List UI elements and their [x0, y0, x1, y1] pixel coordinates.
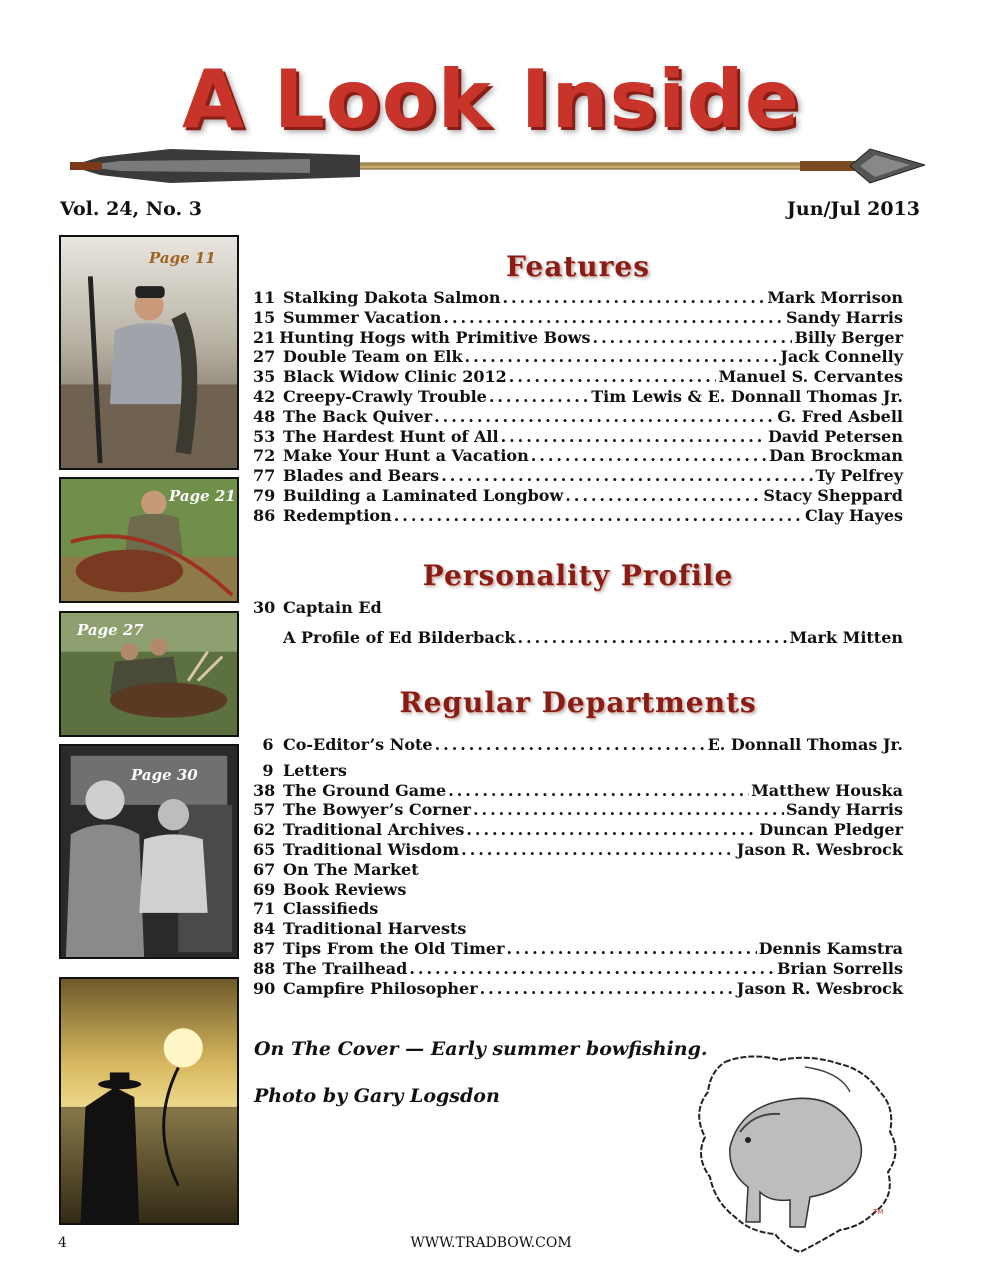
toc-row[interactable] — [253, 899, 903, 919]
page-number-footer: 4 — [58, 1235, 67, 1251]
page-number: 6 — [262, 735, 274, 754]
article-author: Duncan Pledger — [759, 820, 903, 840]
page-number: 62 — [253, 820, 276, 840]
photo-hog — [59, 477, 239, 603]
page-number: 57 — [253, 800, 276, 820]
page-number: 88 — [253, 958, 276, 978]
article-title: Traditional Harvests — [283, 919, 467, 939]
features-list — [253, 288, 903, 526]
article-title: Make Your Hunt a Vacation — [283, 446, 529, 466]
toc-row[interactable] — [253, 407, 903, 427]
page-number: 9 — [262, 760, 274, 780]
photo-label: Page 30 — [131, 766, 198, 784]
toc-row[interactable] — [253, 486, 903, 506]
page-number: 27 — [253, 347, 276, 367]
departments-list — [253, 735, 903, 998]
photo-label: Page 21 — [169, 487, 236, 505]
article-author: Mark Mitten — [789, 627, 903, 647]
page-number: 67 — [253, 859, 276, 879]
toc-row[interactable] — [253, 387, 903, 407]
profile-heading: Personality Profile — [422, 559, 734, 592]
toc-row[interactable] — [253, 735, 903, 755]
article-title: Creepy-Crawly Trouble — [283, 386, 487, 406]
page-title: A Look Inside — [182, 53, 800, 146]
toc-row[interactable] — [253, 979, 903, 999]
toc-row[interactable] — [253, 308, 903, 328]
article-title: Tips From the Old Timer — [283, 938, 505, 958]
toc-row[interactable] — [253, 761, 903, 781]
toc-row[interactable] — [253, 840, 903, 860]
article-title: Double Team on Elk — [283, 347, 463, 367]
toc-row[interactable] — [253, 800, 903, 820]
article-title: The Back Quiver — [283, 406, 433, 426]
toc-row[interactable] — [253, 446, 903, 466]
article-author: Mark Morrison — [767, 288, 903, 307]
toc-row[interactable] — [253, 328, 903, 348]
article-title: Building a Laminated Longbow — [283, 485, 564, 505]
toc-row[interactable] — [253, 860, 903, 880]
page-number: 90 — [253, 978, 276, 998]
article-author: Tim Lewis & E. Donnall Thomas Jr. — [591, 386, 903, 406]
article-author: Ty Pelfrey — [815, 466, 903, 486]
page-number: 48 — [253, 406, 276, 426]
photo-label: Page 11 — [149, 249, 216, 267]
page-number: 86 — [253, 505, 276, 525]
page-number: 71 — [253, 899, 276, 919]
cover-caption: On The Cover — Early summer bowfishing. — [254, 1038, 708, 1060]
toc-row[interactable] — [253, 288, 903, 308]
profile-entry[interactable] — [253, 598, 903, 648]
page-number: 21 — [253, 327, 276, 347]
article-title: Summer Vacation — [283, 307, 442, 327]
toc-row[interactable] — [253, 347, 903, 367]
article-author: Dennis Kamstra — [758, 938, 903, 958]
page-number: 38 — [253, 780, 276, 800]
features-heading: Features — [506, 250, 650, 283]
article-title: Stalking Dakota Salmon — [283, 288, 501, 307]
page-number: 53 — [253, 426, 276, 446]
article-author: Billy Berger — [794, 327, 903, 347]
toc-row[interactable] — [253, 466, 903, 486]
page-number: 11 — [253, 288, 276, 307]
page-number: 87 — [253, 938, 276, 958]
article-author: Brian Sorrells — [776, 958, 903, 978]
photo-elk — [59, 611, 239, 737]
photo-salmon — [59, 235, 239, 470]
toc-row[interactable] — [253, 939, 903, 959]
photo-cover-bowfishing — [59, 977, 239, 1225]
volume-number: Vol. 24, No. 3 — [60, 198, 202, 220]
article-title: The Ground Game — [283, 780, 447, 800]
article-title: Redemption — [283, 505, 392, 525]
article-author: Clay Hayes — [804, 505, 903, 525]
page-number: 72 — [253, 446, 276, 466]
article-author: David Petersen — [768, 426, 903, 446]
article-title: Campfire Philosopher — [283, 978, 478, 998]
article-author: Dan Brockman — [769, 446, 903, 466]
article-author: G. Fred Asbell — [777, 406, 903, 426]
photo-label: Page 27 — [77, 621, 144, 639]
issue-date: Jun/Jul 2013 — [786, 198, 920, 220]
article-author: E. Donnall Thomas Jr. — [707, 735, 903, 754]
page-number: 15 — [253, 307, 276, 327]
page-number: 79 — [253, 485, 276, 505]
trademark-mark: TM — [873, 1208, 884, 1216]
article-title: The Hardest Hunt of All — [283, 426, 499, 446]
page-number: 69 — [253, 879, 276, 899]
page-number: 84 — [253, 919, 276, 939]
article-title: Book Reviews — [283, 879, 407, 899]
toc-row[interactable] — [253, 919, 903, 939]
article-title: Co-Editor’s Note — [283, 735, 433, 754]
article-title: Blades and Bears — [283, 466, 440, 486]
article-title: Classifieds — [283, 899, 379, 919]
article-author: Manuel S. Cervantes — [718, 367, 903, 387]
article-title: Traditional Wisdom — [283, 839, 460, 859]
page-number: 65 — [253, 839, 276, 859]
article-author: Sandy Harris — [785, 307, 903, 327]
toc-row[interactable] — [253, 781, 903, 801]
page-number: 30 — [253, 598, 276, 617]
photo-captain-ed — [59, 744, 239, 959]
website-url[interactable]: WWW.TRADBOW.COM — [410, 1235, 572, 1251]
sun-icon — [164, 1028, 203, 1067]
article-author: Jack Connelly — [780, 347, 903, 367]
article-title: Traditional Archives — [283, 820, 465, 840]
toc-row[interactable] — [253, 506, 903, 526]
article-title: Letters — [283, 760, 347, 780]
article-title: Black Widow Clinic 2012 — [283, 367, 507, 387]
article-author: Stacy Sheppard — [763, 485, 903, 505]
article-subtitle: A Profile of Ed Bilderback — [283, 627, 516, 647]
article-author: Jason R. Wesbrock — [736, 978, 903, 998]
toc-row[interactable] — [253, 820, 903, 840]
buffalo-arrowhead-logo — [690, 1052, 905, 1257]
article-title: The Bowyer’s Corner — [283, 800, 471, 820]
article-author: Jason R. Wesbrock — [736, 839, 903, 859]
article-title: Hunting Hogs with Primitive Bows — [279, 327, 591, 347]
toc-row[interactable] — [253, 367, 903, 387]
toc-row[interactable] — [253, 959, 903, 979]
departments-heading: Regular Departments — [399, 686, 757, 719]
article-title: On The Market — [283, 859, 419, 879]
page-number: 42 — [253, 386, 276, 406]
arrow-divider — [60, 143, 925, 189]
article-title: Captain Ed — [283, 598, 382, 617]
article-title: The Trailhead — [283, 958, 408, 978]
page-number: 77 — [253, 466, 276, 486]
cover-credit: Photo by Gary Logsdon — [254, 1085, 500, 1107]
page-number: 35 — [253, 367, 276, 387]
article-author: Sandy Harris — [785, 800, 903, 820]
toc-row[interactable] — [253, 427, 903, 447]
toc-row[interactable] — [253, 880, 903, 900]
article-author: Matthew Houska — [751, 780, 903, 800]
